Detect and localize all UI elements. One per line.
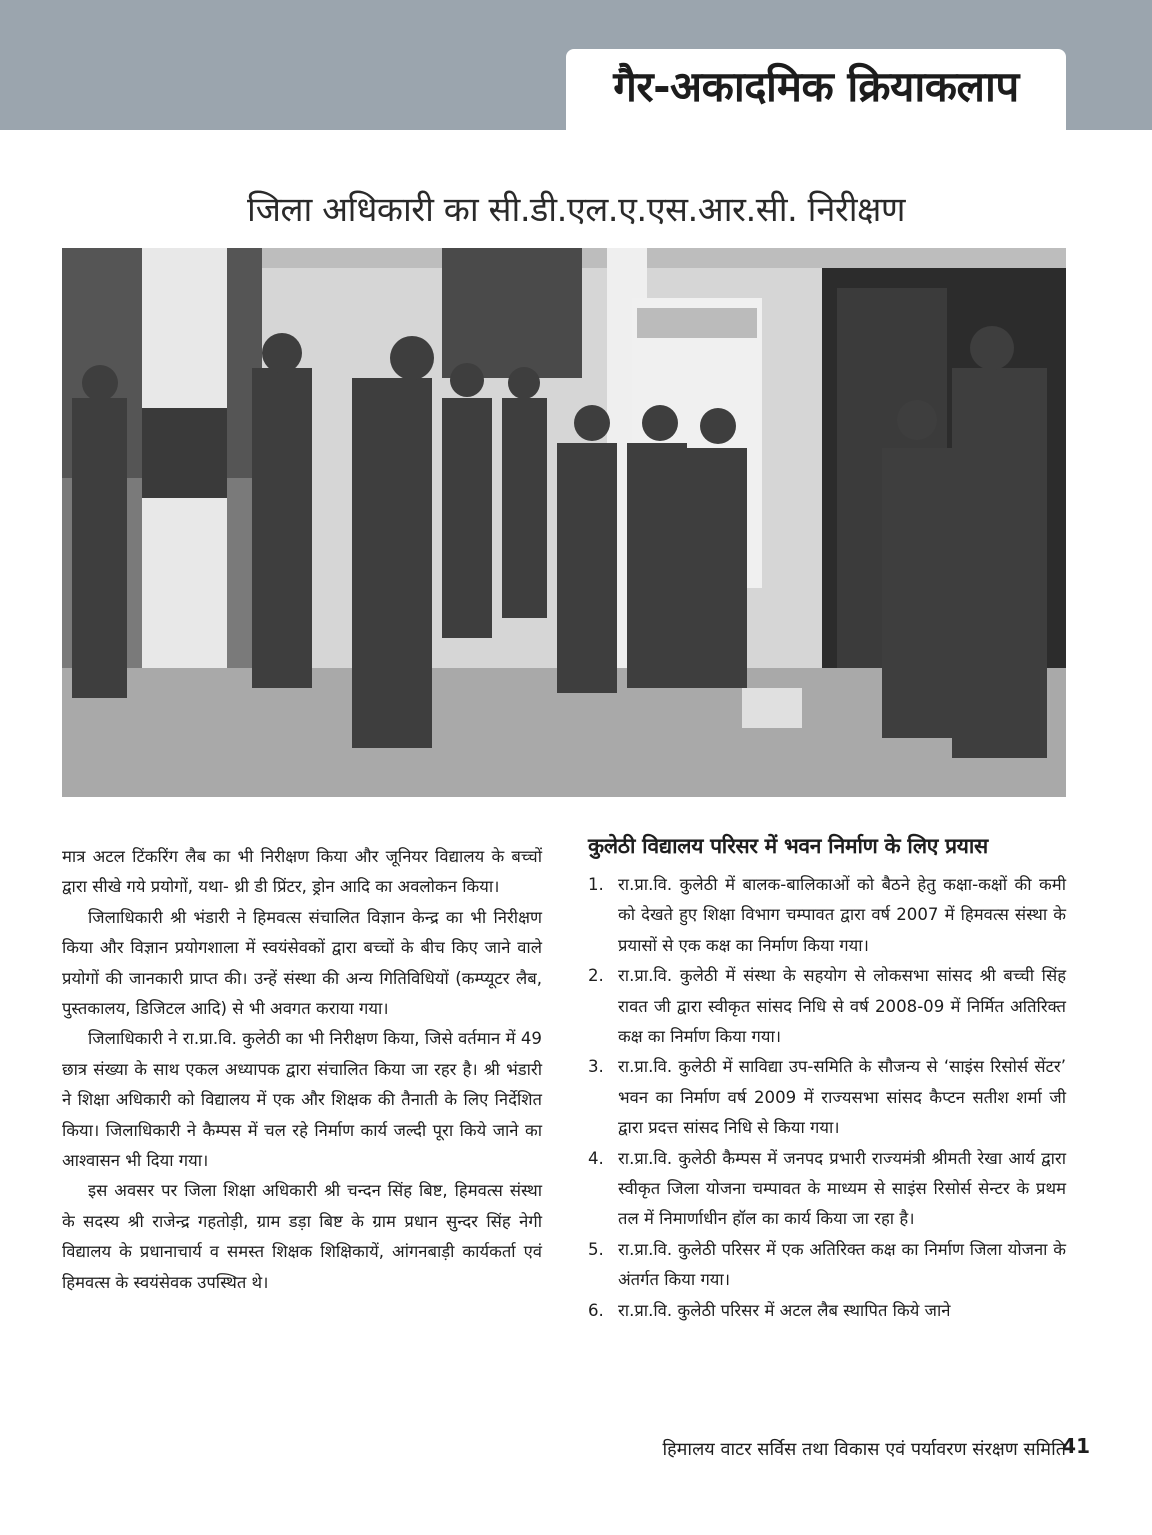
paragraph: जिलाधिकारी श्री भंडारी ने हिमवत्स संचालित विज्ञान केन्द्र का भी निरीक्षण किया और विज्ञान प्रयोगशाला में स्वयंसेवकों द्वारा बच्चों के बीच किए जाने वाले प्रयोगों की जानकारी प्राप्त की। उन्हें संस्था की अन्य गितिविधियों (कम्प्यूटर लैब, पुस्तकालय, डिजिटल आदि) से भी अवगत कराया गया।	[62, 907, 542, 1019]
section-heading: कुलेठी विद्यालय परिसर में भवन निर्माण के लिए प्रयास	[588, 834, 988, 858]
list-number: 6.	[588, 1300, 604, 1320]
inspection-photo	[62, 248, 1066, 797]
list-text: रा.प्रा.वि. कुलेठी परिसर में एक अतिरिक्त कक्ष का निर्माण जिला योजना के अंतर्गत किया गया।	[618, 1239, 1066, 1290]
paragraph: इस अवसर पर जिला शिक्षा अधिकारी श्री चन्दन सिंह बिष्ट, हिमवत्स संस्था के सदस्य श्री राजेन्द्र गहतोड़ी, ग्राम डड़ा बिष्ट के ग्राम प्रधान सुन्दर सिंह नेगी विद्यालय के प्रधानाचार्य व समस्त शिक्षक शिक्षिकायें, आंगनबाड़ी कार्यकर्ता एवं हिमवत्स के स्वयंसेवक उपस्थित थे।	[62, 1181, 542, 1292]
photo-image-icon	[62, 248, 1066, 797]
page-title: गैर-अकादमिक क्रियाकलाप	[613, 62, 1019, 111]
list-item	[588, 1296, 1066, 1326]
list-item	[588, 1144, 1066, 1235]
left-column	[62, 842, 542, 1298]
page-number: 41	[1062, 1434, 1090, 1458]
list-item	[588, 1052, 1066, 1143]
list-text: रा.प्रा.वि. कुलेठी में साविद्या उप-समिति के सौजन्य से ‘साइंस रिसोर्स सेंटर’ भवन का निर्माण वर्ष 2009 में राज्यसभा सांसद कैप्टन सतीश शर्मा जी द्वारा प्रदत्त सांसद निधि से किया गया।	[618, 1057, 1066, 1138]
right-column	[588, 830, 1066, 1326]
list-text: रा.प्रा.वि. कुलेठी परिसर में अटल लैब स्थापित किये जाने	[618, 1300, 951, 1320]
footer-org-name: हिमालय वाटर सर्विस तथा विकास एवं पर्यावरण संरक्षण समिति	[662, 1439, 1066, 1460]
paragraph: मात्र अटल टिंकरिंग लैब का भी निरीक्षण किया और जूनियर विद्यालय के बच्चों द्वारा सीखे गये प्रयोगों, यथा- थ्री डी प्रिंटर, ड्रोन आदि का अवलोकन किया।	[62, 847, 542, 897]
list-item	[588, 1235, 1066, 1296]
list-number: 1.	[588, 875, 604, 894]
list-number: 3.	[588, 1057, 604, 1077]
section-title: जिला अधिकारी का सी.डी.एल.ए.एस.आर.सी. निरीक्षण	[246, 190, 906, 230]
list-text: रा.प्रा.वि. कुलेठी में बालक-बालिकाओं को बैठने हेतु कक्षा-कक्षों की कमी को देखते हुए शिक्षा विभाग चम्पावत द्वारा वर्ष 2007 में हिमवत्स संस्था के प्रयासों से एक कक्ष का निर्माण किया गया।	[618, 875, 1066, 955]
efforts-list	[588, 870, 1066, 1326]
list-number: 5.	[588, 1239, 604, 1259]
list-number: 2.	[588, 966, 604, 986]
header-tab	[566, 49, 1066, 139]
paragraph: जिलाधिकारी ने रा.प्रा.वि. कुलेठी का भी निरीक्षण किया, जिसे वर्तमान में 49 छात्र संख्या के साथ एकल अध्यापक द्वारा संचालित किया जा रहर है। श्री भंडारी ने शिक्षा अधिकारी को विद्यालय में एक और शिक्षक की तैनाती के लिए निर्देशित किया। जिलाधिकारी ने कैम्पस में चल रहे निर्माण कार्य जल्दी पूरा किये जाने का आश्वासन भी दिया गया।	[62, 1029, 542, 1171]
list-text: रा.प्रा.वि. कुलेठी में संस्था के सहयोग से लोकसभा सांसद श्री बच्ची सिंह रावत जी द्वारा स्वीकृत सांसद निधि से वर्ष 2008-09 में निर्मित अतिरिक्त कक्ष का निर्माण किया गया।	[618, 966, 1066, 1047]
list-text: रा.प्रा.वि. कुलेठी कैम्पस में जनपद प्रभारी राज्यमंत्री श्रीमती रेखा आर्य द्वारा स्वीकृत जिला योजना चम्पावत के माध्यम से साइंस रिसोर्स सेन्टर के प्रथम तल में निमार्णाधीन हॉल का कार्य किया जा रहा है।	[618, 1148, 1066, 1229]
list-item	[588, 870, 1066, 961]
list-item	[588, 961, 1066, 1052]
list-number: 4.	[588, 1148, 604, 1168]
